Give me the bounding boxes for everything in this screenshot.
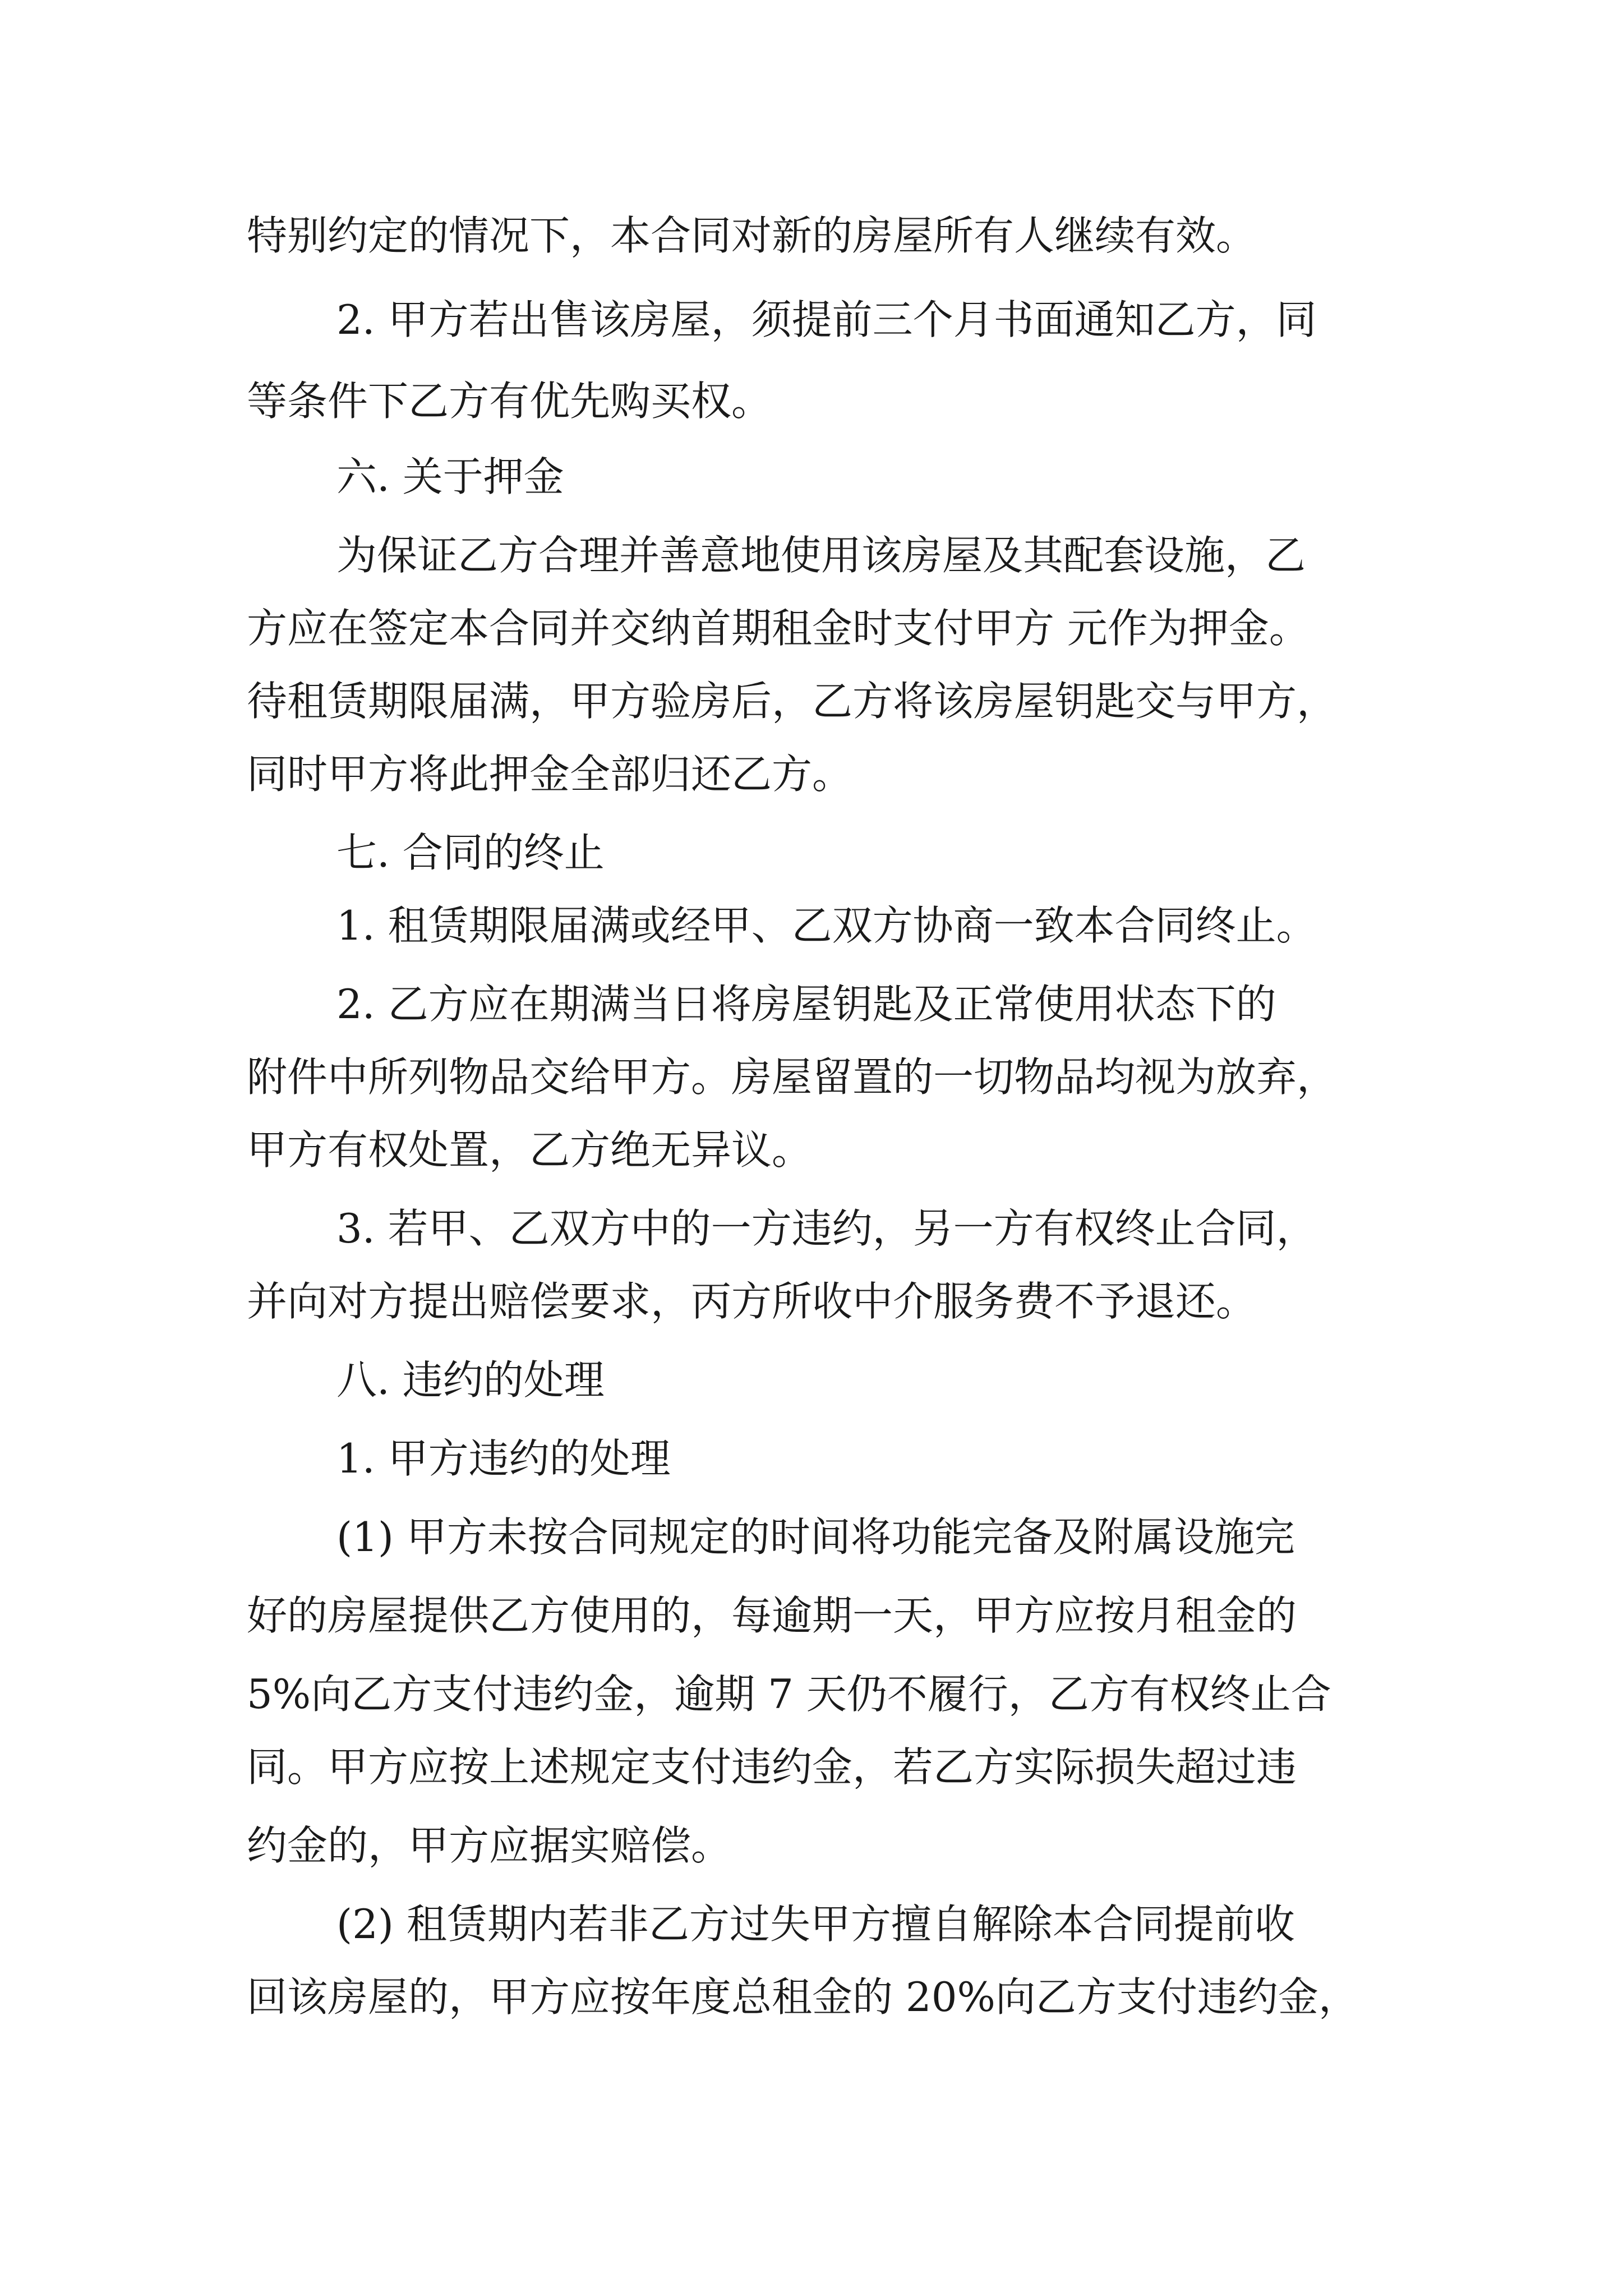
subsection-heading: 1. 甲方违约的处理 — [336, 1435, 671, 1482]
text-line: 甲方有权处置，乙方绝无异议。 — [247, 1126, 813, 1174]
text-line: 好的房屋提供乙方使用的，每逾期一天，甲方应按月租金的 — [247, 1592, 1297, 1639]
text-line: 待租赁期限届满，甲方验房后，乙方将该房屋钥匙交与甲方， — [247, 678, 1338, 725]
text-line: 方应在签定本合同并交纳首期租金时支付甲方 元作为押金。 — [247, 605, 1310, 652]
text-line: 2. 乙方应在期满当日将房屋钥匙及正常使用状态下的 — [336, 981, 1276, 1028]
text-line: (2) 租赁期内若非乙方过失甲方擅自解除本合同提前收 — [336, 1901, 1295, 1948]
section-heading: 八. 违约的处理 — [336, 1356, 605, 1404]
text-line: 为保证乙方合理并善意地使用该房屋及其配套设施，乙 — [336, 532, 1306, 579]
text-line: 约金的，甲方应据实赔偿。 — [247, 1822, 732, 1869]
text-line: 同。甲方应按上述规定支付违约金，若乙方实际损失超过违 — [247, 1743, 1297, 1791]
text-line: 3. 若甲、乙双方中的一方违约，另一方有权终止合同， — [336, 1205, 1317, 1252]
text-line: 附件中所列物品交给甲方。房屋留置的一切物品均视为放弃， — [247, 1053, 1338, 1101]
text-line: 回该房屋的，甲方应按年度总租金的 20%向乙方支付违约金， — [247, 1973, 1359, 2021]
text-line: (1) 甲方未按合同规定的时间将功能完备及附属设施完 — [336, 1513, 1295, 1561]
text-line: 等条件下乙方有优先购买权。 — [247, 378, 772, 425]
text-line: 特别约定的情况下，本合同对新的房屋所有人继续有效。 — [247, 212, 1257, 259]
section-heading: 七. 合同的终止 — [336, 829, 605, 876]
text-line: 同时甲方将此押金全部归还乙方。 — [247, 751, 853, 798]
text-line: 2. 甲方若出售该房屋，须提前三个月书面通知乙方，同 — [336, 296, 1317, 343]
text-line: 1. 租赁期限届满或经甲、乙双方协商一致本合同终止。 — [336, 902, 1317, 949]
text-line: 5%向乙方支付违约金，逾期 7 天仍不履行，乙方有权终止合 — [247, 1671, 1331, 1718]
section-heading: 六. 关于押金 — [336, 453, 564, 500]
text-line: 并向对方提出赔偿要求，丙方所收中介服务费不予退还。 — [247, 1278, 1257, 1325]
